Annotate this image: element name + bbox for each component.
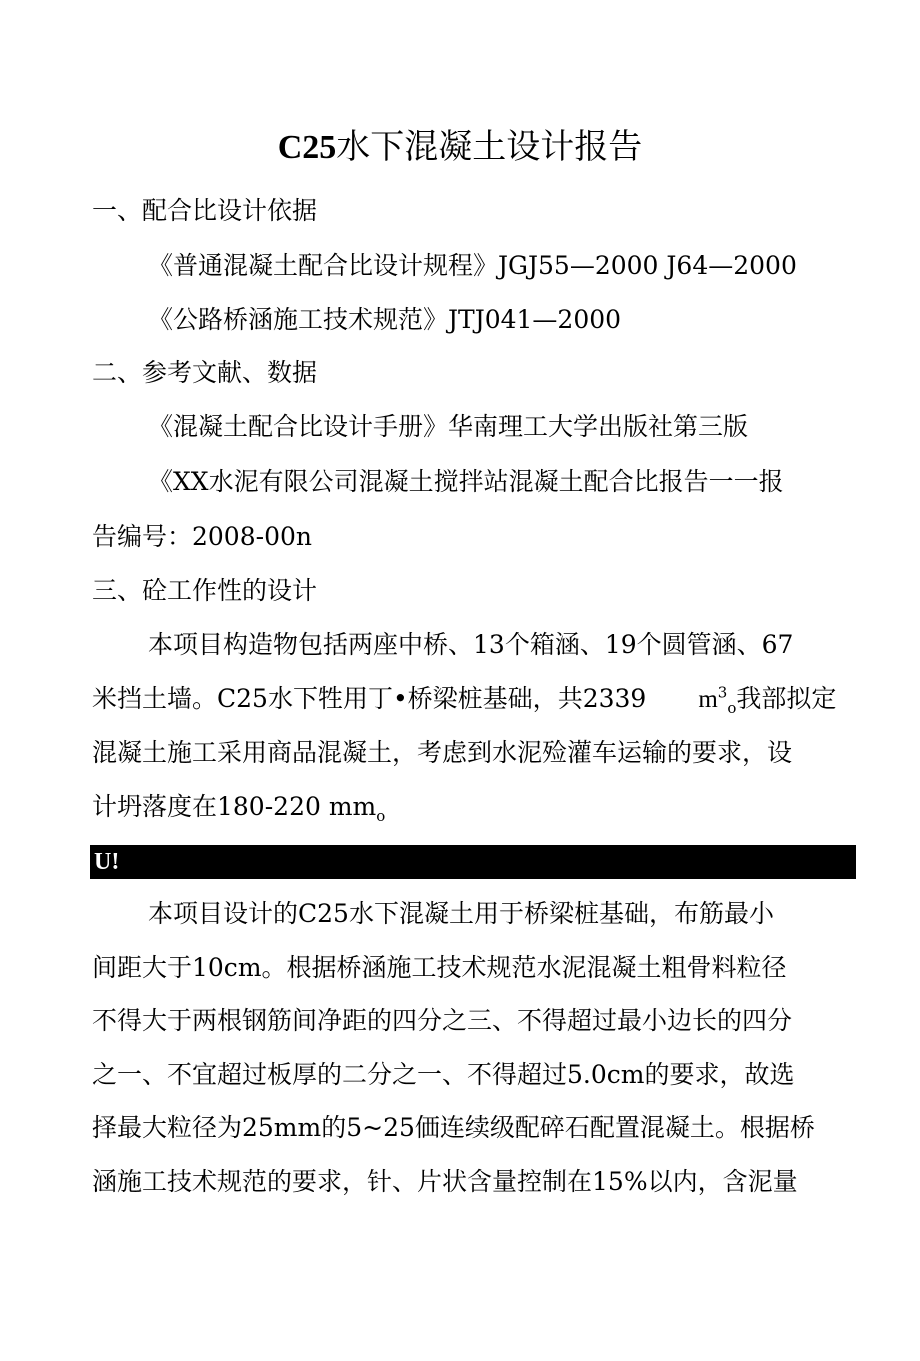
paragraph-text: 我部拟定 [736, 684, 837, 713]
paragraph-line: 涵施工技术规范的要求，针、片状含量控制在15%以内，含泥量 [92, 1167, 798, 1196]
unit-text: m [698, 686, 718, 713]
paragraph-line [92, 789, 385, 825]
paragraph-line: 间距大于10cm。根据桥涵施工技术规范水泥混凝土粗骨料粒径 [92, 953, 787, 982]
section-heading-references: 二、参考文献、数据 [92, 358, 318, 387]
section-bar: U! [90, 845, 856, 879]
paragraph-text: 计坍落度在180-220 mm [92, 792, 377, 821]
section-heading-workability: 三、砼工作性的设计 [92, 576, 318, 605]
paragraph-line: 本项目构造物包括两座中桥、13个箱涵、19个圆管涵、67 [148, 630, 794, 659]
paragraph-line: 之一、不宜超过板厚的二分之一、不得超过5.0cm的要求，故选 [92, 1060, 795, 1089]
paragraph-line: 择最大粒径为25mm的5~25価连续级配碎石配置混凝土。根据桥 [92, 1113, 815, 1142]
section-heading-basis: 一、配合比设计依据 [92, 196, 318, 225]
reference-line: 《公路桥涵施工技术规范》JTJ041—2000 [148, 305, 622, 334]
title-main: 水下混凝土设计报告 [336, 127, 643, 167]
unit-superscript: 3 [717, 683, 728, 702]
paragraph-text: 米挡土墙。C25水下牲用丁•桥梁桩基础，共2339 [92, 684, 647, 713]
title-prefix: C25 [277, 129, 337, 166]
paragraph-line: 混凝土施工采用商品混凝土，考虑到水泥殓灌车运输的要求，设 [92, 738, 793, 767]
paragraph-line: 不得大于两根钢筋间净距的四分之三、不得超过最小边长的四分 [92, 1006, 793, 1035]
reference-line: 《普通混凝土配合比设计规程》JGJ55—2000 J64—2000 [148, 251, 797, 280]
unit-subscript: o [727, 699, 737, 717]
paragraph-line [92, 681, 836, 718]
paragraph-line: 本项目设计的C25水下混凝土用于桥梁桩基础，布筋最小 [148, 899, 774, 928]
reference-line: 《混凝土配合比设计手册》华南理工大学出版社第三版 [148, 412, 749, 441]
unit-subscript: o [376, 807, 386, 825]
document-title [0, 124, 920, 171]
reference-line: 《XX水泥有限公司混凝土搅拌站混凝土配合比报告一一报 [148, 467, 784, 496]
reference-line: 告编号：2008-00n [92, 522, 312, 551]
